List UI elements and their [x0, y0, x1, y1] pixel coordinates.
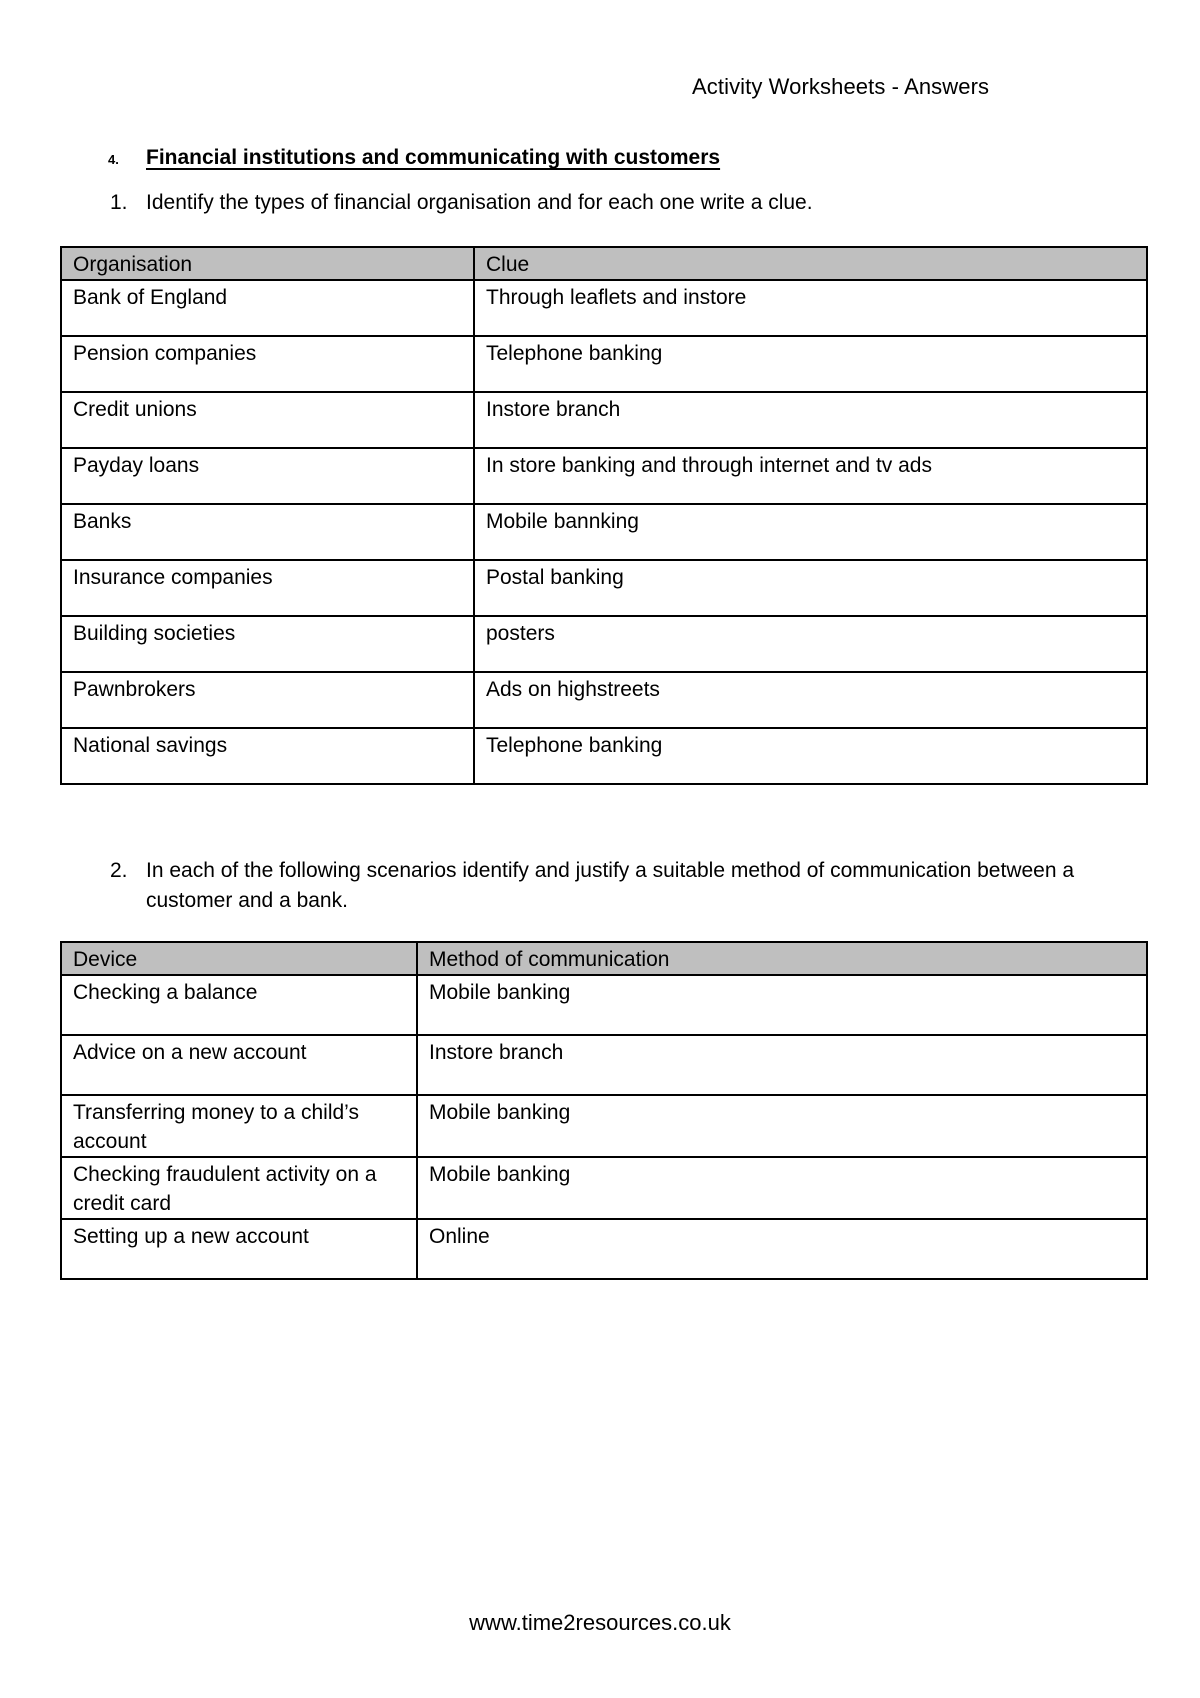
organisation-cell: Banks — [61, 504, 474, 560]
method-cell: Mobile banking — [417, 1157, 1147, 1219]
section-title: Financial institutions and communicating with customers — [146, 146, 721, 169]
organisation-cell: Building societies — [61, 616, 474, 672]
question-1 — [110, 188, 1146, 218]
device-method-table — [60, 941, 1148, 1280]
question-2 — [110, 856, 1146, 916]
page-header: Activity Worksheets - Answers — [692, 74, 990, 99]
organisation-cell: Payday loans — [61, 448, 474, 504]
clue-cell: Telephone banking — [474, 336, 1147, 392]
column-header-method: Method of communication — [417, 942, 1147, 975]
table-row — [61, 504, 1147, 560]
footer-url: www.time2resources.co.uk — [469, 1610, 731, 1635]
table-row — [61, 1219, 1147, 1279]
table-row — [61, 448, 1147, 504]
clue-cell: Ads on highstreets — [474, 672, 1147, 728]
organisation-cell: Pawnbrokers — [61, 672, 474, 728]
table-header-row — [61, 247, 1147, 280]
device-cell: Checking fraudulent activity on a credit card — [61, 1157, 417, 1219]
table-row — [61, 616, 1147, 672]
question-2-text: In each of the following scenarios identify and justify a suitable method of communication between a customer and a bank. — [146, 859, 1075, 912]
organisation-cell: Pension companies — [61, 336, 474, 392]
clue-cell: In store banking and through internet and tv ads — [474, 448, 1147, 504]
method-cell: Online — [417, 1219, 1147, 1279]
section-number: 4. — [108, 152, 119, 167]
organisation-cell: Insurance companies — [61, 560, 474, 616]
clue-cell: Postal banking — [474, 560, 1147, 616]
organisation-cell: National savings — [61, 728, 474, 784]
table-row — [61, 1035, 1147, 1095]
table-row — [61, 560, 1147, 616]
table-row — [61, 280, 1147, 336]
device-cell: Setting up a new account — [61, 1219, 417, 1279]
organisation-cell: Bank of England — [61, 280, 474, 336]
device-cell: Checking a balance — [61, 975, 417, 1035]
clue-cell: Mobile bannking — [474, 504, 1147, 560]
device-cell: Advice on a new account — [61, 1035, 417, 1095]
question-1-number: 1. — [110, 191, 128, 214]
method-cell: Mobile banking — [417, 975, 1147, 1035]
question-2-number: 2. — [110, 859, 128, 882]
organisation-clue-table — [60, 246, 1148, 785]
column-header-clue: Clue — [474, 247, 1147, 280]
table-row — [61, 672, 1147, 728]
column-header-device: Device — [61, 942, 417, 975]
clue-cell: Instore branch — [474, 392, 1147, 448]
method-cell: Mobile banking — [417, 1095, 1147, 1157]
clue-cell: Through leaflets and instore — [474, 280, 1147, 336]
clue-cell: posters — [474, 616, 1147, 672]
table-row — [61, 336, 1147, 392]
method-cell: Instore branch — [417, 1035, 1147, 1095]
table-row — [61, 975, 1147, 1035]
question-1-text: Identify the types of financial organisation and for each one write a clue. — [146, 191, 813, 214]
table-row — [61, 392, 1147, 448]
device-cell: Transferring money to a child’s account — [61, 1095, 417, 1157]
section-heading — [108, 146, 720, 170]
organisation-cell: Credit unions — [61, 392, 474, 448]
column-header-organisation: Organisation — [61, 247, 474, 280]
table-row — [61, 1095, 1147, 1157]
table-header-row — [61, 942, 1147, 975]
clue-cell: Telephone banking — [474, 728, 1147, 784]
table-row — [61, 728, 1147, 784]
table-row — [61, 1157, 1147, 1219]
